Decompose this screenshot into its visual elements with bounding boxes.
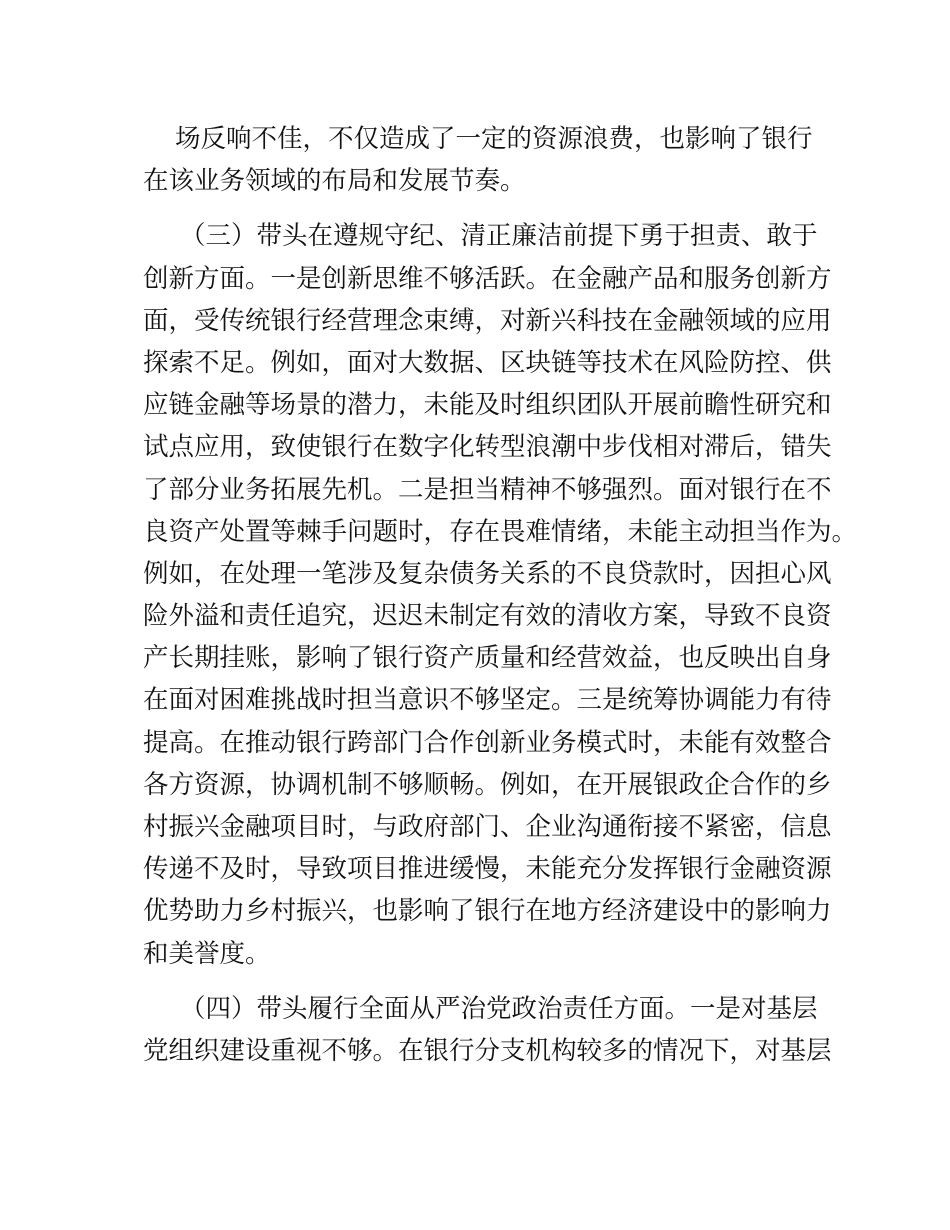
text-line: 优势助力乡村振兴，也影响了银行在地方经济建设中的影响力 xyxy=(143,896,832,927)
section-heading-line: （三）带头在遵规守纪、清正廉洁前提下勇于担责、敢于 xyxy=(180,221,818,252)
section-heading-line: （四）带头履行全面从严治党政治责任方面。一是对基层 xyxy=(180,993,818,1024)
paragraph-section-3 xyxy=(143,215,858,974)
text-line: 在面对困难挑战时担当意识不够坚定。三是统筹协调能力有待 xyxy=(143,685,832,716)
text-line: 试点应用，致使银行在数字化转型浪潮中步伐相对滞后，错失 xyxy=(143,432,832,463)
text-line: 了部分业务拓展先机。二是担当精神不够强烈。面对银行在不 xyxy=(143,474,832,505)
text-line: 产长期挂账，影响了银行资产质量和经营效益，也反映出自身 xyxy=(143,643,832,674)
text-line: 良资产处置等棘手问题时，存在畏难情绪，未能主动担当作为。 xyxy=(143,516,858,547)
text-line: 例如，在处理一笔涉及复杂债务关系的不良贷款时，因担心风 xyxy=(143,558,832,589)
text-line: 提高。在推动银行跨部门合作创新业务模式时，未能有效整合 xyxy=(143,727,832,758)
text-line: 村振兴金融项目时，与政府部门、企业沟通衔接不紧密，信息 xyxy=(143,812,832,842)
text-line: 探索不足。例如，面对大数据、区块链等技术在风险防控、供 xyxy=(143,347,832,378)
text-line: 面，受传统银行经营理念束缚，对新兴科技在金融领域的应用 xyxy=(143,305,832,336)
text-line: 应链金融等场景的潜力，未能及时组织团队开展前瞻性研究和 xyxy=(143,390,832,421)
paragraph-section-4 xyxy=(143,988,832,1072)
text-line: 传递不及时，导致项目推进缓慢，未能充分发挥银行金融资源 xyxy=(143,854,832,885)
text-line: 党组织建设重视不够。在银行分支机构较多的情况下，对基层 xyxy=(143,1035,832,1066)
text-line: 创新方面。一是创新思维不够活跃。在金融产品和服务创新方 xyxy=(143,263,832,294)
text-line: 险外溢和责任追究，迟迟未制定有效的清收方案，导致不良资 xyxy=(143,601,832,632)
text-line: 各方资源，协调机制不够顺畅。例如，在开展银政企合作的乡 xyxy=(143,769,832,800)
text-line: 场反响不佳，不仅造成了一定的资源浪费，也影响了银行 xyxy=(175,124,813,154)
text-line: 和美誉度。 xyxy=(143,938,271,969)
paragraph-continuation xyxy=(143,118,813,202)
text-line: 在该业务领域的布局和发展节奏。 xyxy=(143,166,526,197)
document-page xyxy=(143,118,858,1085)
